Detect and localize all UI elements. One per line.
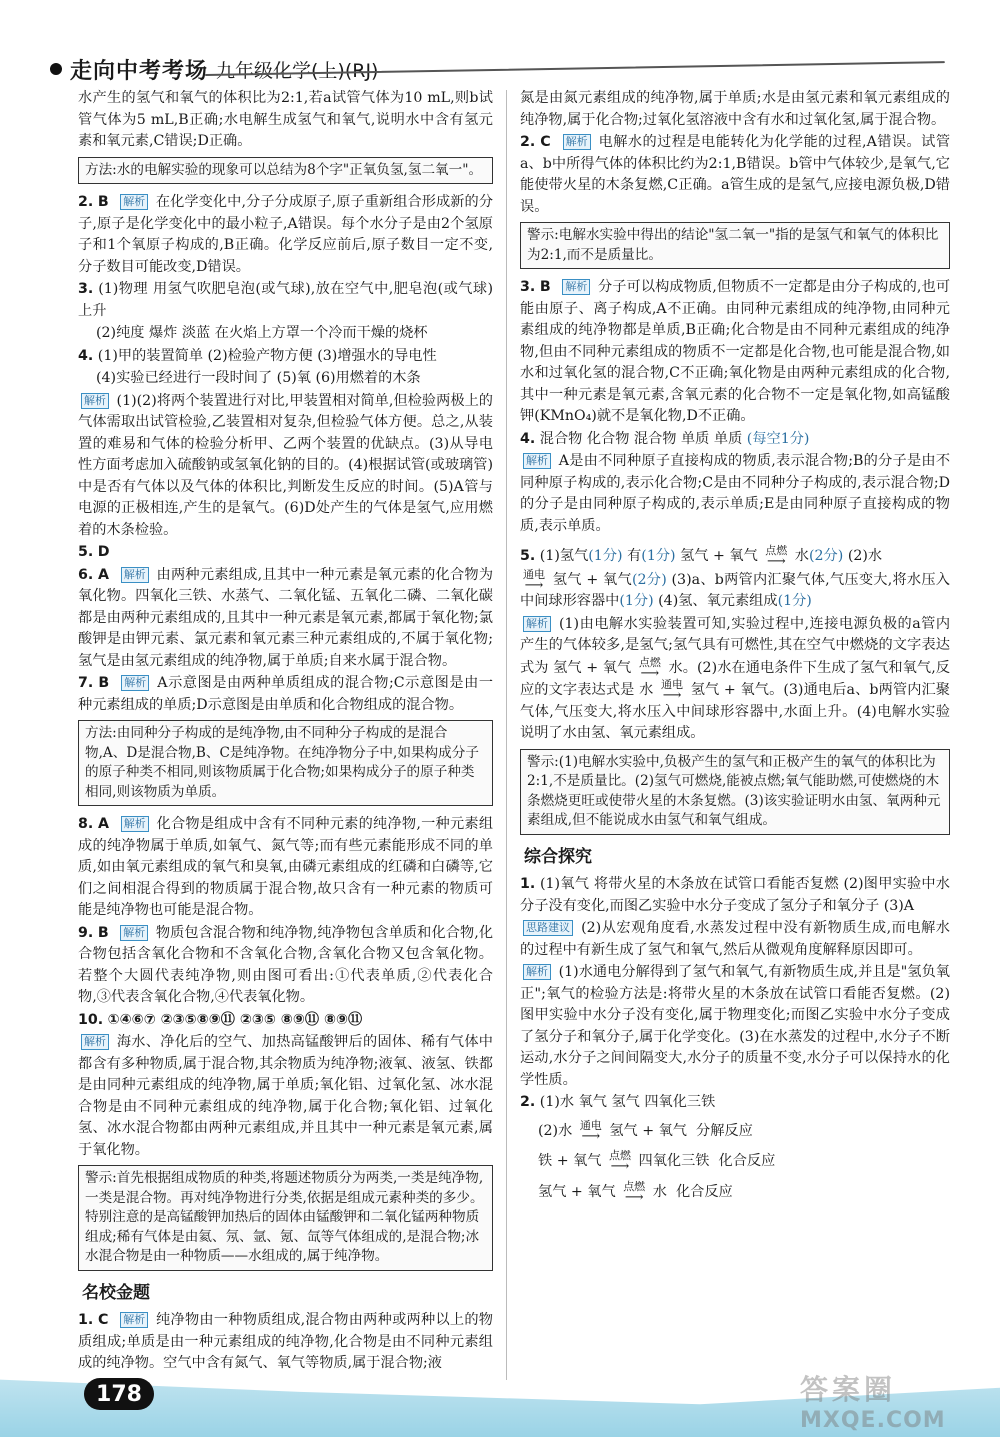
equation-left: 氢气 + 氧气 (680, 548, 758, 564)
item-text: (2)从宏观角度看,水蒸发过程中没有新物质生成,而电解水的过程中有新生成了氢气和氧气,然后从微观角度解释原因即可。 (520, 920, 950, 958)
reaction-type: 化合反应 (718, 1153, 776, 1169)
answer-item (520, 277, 950, 428)
item-number: 4. (520, 430, 536, 447)
item-number: 3. (78, 281, 94, 297)
reaction-arrow (661, 679, 683, 701)
item-text: (1)由电解水实验装置可知,实验过程中,连接电源负极的a管内产生的气体较多,是氢气;氢气具有可燃性,其在空气中燃烧的文字表达式为 (520, 615, 951, 676)
item-text: (1)物理 用氢气吹肥皂泡(或气球),放在空气中,肥皂泡(或气球)上升 (78, 281, 493, 319)
reaction-condition: 通电 (579, 1118, 602, 1132)
item-text: 在化学变化中,分子分成原子,原子重新组合形成新的分子,原子是化学变化中的最小粒子,A错误。每个水分子是由2个氢原子和1个氧原子构成的,B正确。化学反应前后,原子数目一定不变,分子数目可能改变,D错误。 (78, 194, 494, 275)
bullet-icon (50, 63, 62, 75)
answer-item (520, 1092, 950, 1114)
item-text: 。(2)水在通电条件下生成了氢气和氧气,反应的文字表达式是 (520, 659, 950, 698)
reaction-arrow (609, 1150, 631, 1172)
answer-item (78, 542, 493, 564)
reaction-type: 分解反应 (696, 1122, 753, 1139)
item-analysis (520, 451, 950, 537)
equation-left: 氢气 + 氧气 (538, 1183, 616, 1200)
equation-right: 氢气 + 氧气 (552, 571, 632, 588)
warning-box: 警示:电解水实验中得出的结论"氢二氧一"指的是氢气和氧气的体积比为2:1,而不是质量比。 (520, 222, 950, 269)
watermark-url: MXQE.COM (800, 1408, 946, 1433)
equation-right: 氢气 + 氧气 (690, 682, 770, 698)
item-analysis (78, 1032, 493, 1161)
item-number: 2. (78, 194, 94, 210)
item-line: (2)纯度 爆炸 淡蓝 在火焰上方罩一个冷而干燥的烧杯 (96, 325, 428, 341)
analysis-tag: 解析 (120, 194, 148, 210)
reaction-condition: 点燃 (609, 1149, 631, 1162)
item-number: 9. (78, 924, 94, 941)
equation-right: 水 (652, 1183, 667, 1200)
equation-line (520, 1181, 950, 1204)
answer-item (520, 545, 950, 568)
equation-left: 铁 + 氧气 (538, 1153, 602, 1169)
arrow-icon: ⟶ (610, 1159, 630, 1174)
arrow-icon: ⟶ (581, 1128, 601, 1144)
reaction-condition: 通电 (523, 567, 545, 581)
arrow-icon: ⟶ (624, 1189, 644, 1205)
item-text: (1)水通电分解得到了氢气和氧气,有新物质生成,并且是"氢负氧正";氧气的检验方法是:将带火星的木条放在试管口看能否复燃。(2)图甲实验中水分子没有变化,属于物理变化;而图乙实验中水分子变成了氢分子和氧分子,属于化学变化。(3)在水蒸发的过程中,水分子不断运动,水分子之间间隔变大,水分子的质量不变,水分子可以保持水的化学性质。 (520, 964, 950, 1088)
item-text: (4)氢、氧元素组成 (658, 593, 778, 609)
item-text: 分子可以构成物质,但物质不一定都是由分子构成的,也可能由原子、离子构成,A不正确。由同种元素组成的纯净物,由同种元素组成的纯净物都是单质,B正确;化合物是由不同种元素组成的纯净物,但由不同种元素组成的物质不一定都是化合物,也可能是混合物,如水和过氧化氢的混合物,C不正确;氧化物是由两种元素组成的化合物,其中一种元素是氧元素,含氧元素的化合物不一定是氧化物,如高锰酸钾(KMnO₄)就不是氧化物,D不正确。 (520, 279, 951, 424)
analysis-tag: 解析 (120, 1312, 148, 1328)
reaction-arrow (765, 545, 787, 567)
item-line: (4)实验已经进行一段时间了 (5)氧 (6)用燃着的木条 (96, 370, 421, 386)
item-number: 2. (520, 134, 536, 150)
item-answer: ①④⑥⑦ ②③⑤⑧⑨⑪ ②③⑤ ⑧⑨⑪ ⑧⑨⑪ (107, 1011, 363, 1028)
item-hint (520, 918, 950, 961)
item-answer: A (98, 566, 110, 583)
book-subject: 九年级化学(上)(RJ) (216, 59, 379, 82)
equation-left: (2)水 (538, 1122, 573, 1139)
item-text: 电解水的过程是电能转化为化学能的过程,A错误。试管a、b中所得气体的体积比约为2:1,B错误。b管中气体较少,是氧气,它能使带火星的木条复燃,C正确。a管生成的是氢气,应接电源负极,D错误。 (520, 134, 951, 215)
item-text: 由两种元素组成,且其中一种元素是氧元素的化合物为氧化物。四氧化三铁、水蒸气、二氧化锰、五氧化二磷、二氧化碳都是由两种元素组成的,且其中一种元素是氧元素,都属于氧化物;氯酸钾是由钾元素、氯元素和氧元素三种元素组成的,不属于氧化物;氢气是由氢元素组成的纯净物,属于单质;自来水属于混合物。 (78, 566, 494, 669)
warning-box: 警示:(1)电解水实验中,负极产生的氢气和正极产生的氧气的体积比为2:1,不是质量比。(2)氢气可燃烧,能被点燃;氧气能助燃,可使燃烧的木条燃烧更旺或使带火星的木条复燃。(3)该实验证明水由氢、氧两种元素组成,但不能说成水由氢气和氧气组成。 (520, 749, 950, 835)
item-text: A示意图是由两种单质组成的混合物;C示意图是由一种元素组成的单质;D示意图是由单质和化合物组成的混合物。 (78, 675, 494, 713)
item-number: 3. (520, 279, 536, 295)
reaction-arrow (623, 1181, 645, 1203)
analysis-tag: 解析 (562, 279, 590, 295)
reaction-condition: 点燃 (638, 655, 661, 669)
answer-item (78, 814, 493, 922)
equation-right: 四氧化三铁 (638, 1153, 710, 1169)
item-text: (2)水 (847, 548, 883, 564)
item-text: A是由不同种原子直接构成的物质,表示混合物;B的分子是由不同种原子构成的,表示化合物;C是由不同种分子构成的,表示混合物;D的分子是由同种原子构成的,表示单质;E是由同种原子直接构成的物质,表示单质。 (520, 453, 951, 534)
method-box: 方法:水的电解实验的现象可以总结为8个字"正氧负氢,氢二氧一"。 (78, 157, 493, 185)
item-number: 7. (78, 675, 94, 691)
item-text: (1)甲的装置简单 (2)检验产物方便 (3)增强水的导电性 (97, 347, 437, 364)
analysis-tag: 解析 (81, 1034, 109, 1050)
answer-item (78, 346, 493, 368)
item-number: 5. (78, 544, 94, 560)
item-text: (1)氢气 (539, 548, 589, 564)
item-text: 纯净物由一种物质组成,混合物由两种或两种以上的物质组成;单质是由一种元素组成的纯净物,化合物是由不同种元素组成的纯净物。空气中含有氮气、氧气等物质,属于混合物;液 (78, 1312, 493, 1371)
item-text: 混合物 化合物 混合物 单质 单质 (539, 430, 743, 447)
item-text: (3)a、b两管内汇聚气体,气压变大,将水压入中间球形容器中 (520, 571, 950, 609)
answer-item (78, 923, 493, 1009)
equation-left: 氢气 + 氧气 (553, 659, 632, 676)
analysis-tag: 解析 (563, 134, 591, 150)
item-number: 8. (78, 816, 94, 832)
answer-continuation: 水产生的氢气和氧气的体积比为2:1,若a试管气体为10 mL,则b试管气体为5 mL,B正确;水电解生成氢气和氧气,说明水中含有氢元素和氧元素,C错误;D正确。 (78, 90, 493, 149)
analysis-tag: 解析 (121, 567, 149, 583)
score-note: (1分) (641, 548, 676, 564)
reaction-arrow (639, 657, 661, 679)
column-divider (506, 90, 507, 1380)
analysis-tag: 解析 (81, 393, 109, 409)
reaction-condition: 点燃 (765, 544, 788, 557)
equation-right: 水 (794, 548, 809, 564)
equation-line (520, 1120, 950, 1143)
analysis-tag: 解析 (523, 453, 551, 469)
arrow-icon: ⟶ (662, 688, 682, 703)
reaction-arrow (523, 569, 545, 591)
arrow-icon: ⟶ (766, 554, 786, 569)
hint-tag: 思路建议 (523, 920, 573, 936)
item-answer: C (540, 134, 551, 150)
item-line (520, 569, 950, 613)
page-number: 178 (84, 1378, 154, 1410)
item-answer: C (98, 1312, 109, 1328)
page-header (50, 54, 378, 84)
method-box: 方法:由同种分子构成的是纯净物,由不同种分子构成的是混合物,A、D是混合物,B、C是纯净物。在纯净物分子中,如果构成分子的原子种类不相同,则该物质属于化合物;如果构成分子的原子种类相同,则该物质为单质。 (78, 720, 493, 806)
item-number: 6. (78, 566, 94, 583)
equation-right: 氢气 + 氧气 (609, 1122, 687, 1139)
analysis-tag: 解析 (121, 816, 149, 832)
section-title: 综合探究 (524, 846, 592, 867)
item-text: 。(3)通电后a、b两管内汇聚气体,气压变大,将水压入中间球形容器中,水面上升。(4)电解水实验说明了水由氢、氧元素组成。 (520, 682, 950, 741)
score-note: (1分) (619, 593, 654, 609)
analysis-tag: 解析 (121, 675, 149, 691)
warning-box: 警示:首先根据组成物质的种类,将题述物质分为两类,一类是纯净物,一类是混合物。再对纯净物进行分类,依据是组成元素种类的多少。特别注意的是高锰酸钾加热后的固体由锰酸钾和二氧化锰两种物质组成;稀有气体是由氦、氖、氩、氪、氙等气体组成的,是混合物;冰水混合物是由一种物质——水组成的,属于纯净物。 (78, 1165, 493, 1271)
item-analysis (520, 962, 950, 1091)
answer-continuation: 氮是由氮元素组成的纯净物,属于单质;水是由氢元素和氧元素组成的纯净物,属于化合物;过氧化氢溶液中含有水和过氧化氢,属于混合物。 (520, 90, 950, 128)
reaction-condition: 点燃 (623, 1179, 646, 1193)
analysis-tag: 解析 (523, 616, 551, 632)
arrow-icon: ⟶ (640, 665, 660, 681)
item-text: 化合物是组成中含有不同种元素的纯净物,一种元素组成的纯净物属于单质,如氧气、氮气等;而有些元素能形成不同的单质,如由氧元素组成的氧气和臭氧,由磷元素组成的红磷和白磷等,它们之间相混合得到的物质属于混合物,故只含有一种元素的物质可能是纯净物也可能是混合物。 (78, 816, 494, 918)
book-series-title: 走向中考考场 (70, 58, 209, 84)
item-answer: B (97, 194, 109, 210)
item-answer: B (539, 279, 551, 295)
answer-item (78, 1010, 493, 1032)
item-number: 10. (78, 1011, 104, 1028)
answer-item (78, 192, 493, 278)
answer-item (78, 1310, 493, 1375)
item-answer: B (97, 924, 109, 941)
reaction-arrow (580, 1120, 602, 1142)
arrow-icon: ⟶ (524, 577, 544, 593)
item-answer: B (98, 675, 110, 691)
item-text: 有 (627, 548, 642, 564)
answer-item (78, 673, 493, 716)
reaction-condition: 通电 (661, 678, 684, 691)
item-number: 4. (78, 347, 94, 364)
equation-left: 水 (639, 682, 654, 698)
score-note: (2分) (809, 548, 844, 564)
answer-item (520, 132, 950, 218)
watermark (800, 1368, 946, 1433)
item-analysis (78, 391, 493, 542)
item-answer: D (97, 544, 110, 560)
item-text: (1)水 氧气 氢气 四氧化三铁 (539, 1094, 716, 1110)
item-answer: A (98, 816, 110, 832)
item-analysis (520, 614, 950, 745)
answer-item (520, 429, 950, 451)
answer-item (520, 874, 950, 917)
reaction-type: 化合反应 (675, 1183, 733, 1200)
answer-item (78, 565, 493, 673)
section-title: 名校金题 (82, 1282, 150, 1303)
watermark-logo: 答案圈 (800, 1373, 897, 1406)
left-column (78, 88, 493, 1376)
item-text: 海水、净化后的空气、加热高锰酸钾后的固体、稀有气体中都含有多种物质,属于混合物,其余物质为纯净物;液氧、液氢、铁都是由同种元素组成的纯净物,属于单质;氧化铝、过氧化氢、冰水混合物是由不同种元素组成的纯净物,属于化合物;氧化铝、过氧化氢、冰水混合物都由两种元素组成,并且其中一种元素是氧元素,属于氧化物。 (78, 1034, 493, 1158)
item-text: (1)氧气 将带火星的木条放在试管口看能否复燃 (2)图甲实验中水分子没有变化,而图乙实验中水分子变成了氢分子和氧分子 (3)A (520, 876, 950, 914)
equation-line (520, 1150, 950, 1173)
score-note: (1分) (588, 548, 623, 564)
item-number: 1. (520, 876, 536, 892)
item-number: 1. (78, 1312, 94, 1328)
analysis-tag: 解析 (120, 925, 148, 941)
analysis-tag: 解析 (523, 964, 551, 980)
score-note: (2分) (631, 571, 667, 588)
item-number: 5. (520, 548, 536, 564)
item-text: 物质包含混合物和纯净物,纯净物包含单质和化合物,化合物包括含氧化合物和不含氧化合物,含氧化合物又包含氧化物。若整个大圆代表纯净物,则由图可看出:①代表单质,②代表化合物,③代表含氧化合物,④代表氧化物。 (78, 924, 494, 1005)
score-note: (每空1分) (746, 430, 810, 447)
answer-item (78, 279, 493, 322)
equation-right: 水 (668, 659, 683, 676)
right-column (520, 88, 950, 1204)
item-text: (1)(2)将两个装置进行对比,甲装置相对简单,但检验两极上的气体需取出试管检验,乙装置相对复杂,但检验气体方便。总之,从装置的难易和气体的检验分析甲、乙两个装置的优缺点。(3)从导电性方面考虑加入硫酸钠或氢氧化钠的目的。(4)根据试管(或玻璃管)中是否有气体以及气体的体积比,判断发生反应的时间。(5)A管与电源的正极相连,产生的是氧气。(6)D处产生的气体是氢气,应用燃着的木条检验。 (78, 392, 493, 538)
item-number: 2. (520, 1094, 536, 1110)
score-note: (1分) (777, 593, 812, 609)
